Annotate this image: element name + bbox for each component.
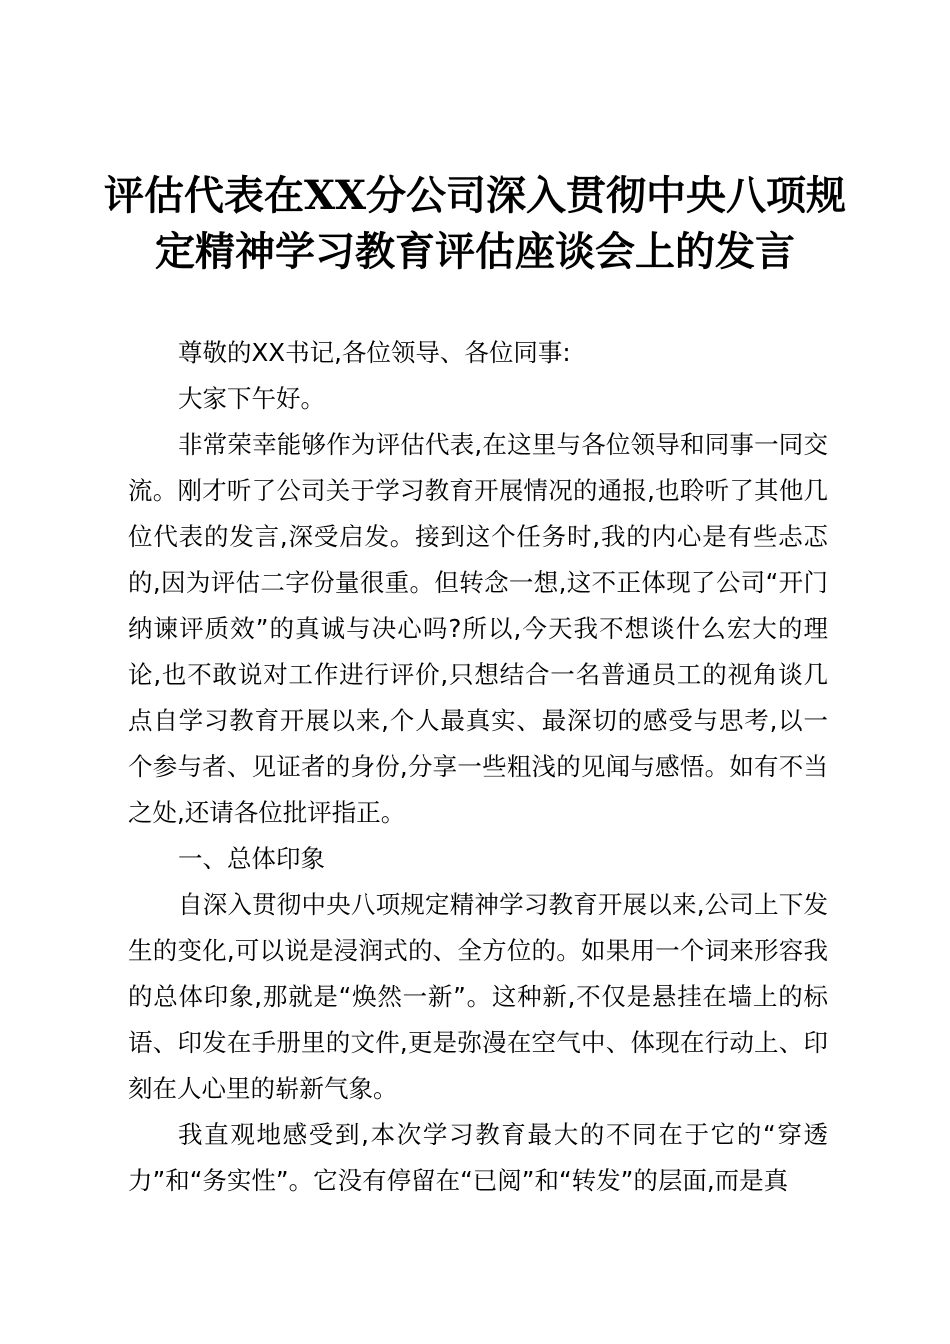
body-paragraph: 自深入贯彻中央八项规定精神学习教育开展以来,公司上下发生的变化,可以说是浸润式的、全方位的。如果用一个词来形容我的总体印象,那就是“焕然一新”。这种新,不仅是悬挂在墙上的标语、印发在手册里的文件,更是弥漫在空气中、体现在行动上、印刻在人心里的崭新气象。 bbox=[128, 890, 828, 1103]
document-body bbox=[128, 330, 828, 1204]
document-title: 评估代表在XX分公司深入贯彻中央八项规定精神学习教育评估座谈会上的发言 bbox=[103, 172, 847, 275]
intro-paragraph: 非常荣幸能够作为评估代表,在这里与各位领导和同事一同交流。刚才听了公司关于学习教育开展情况的通报,也聆听了其他几位代表的发言,深受启发。接到这个任务时,我的内心是有些忐忑的,因为评估二字份量很重。但转念一想,这不正体现了公司“开门纳谏评质效”的真诚与决心吗?所以,今天我不想谈什么宏大的理论,也不敢说对工作进行评价,只想结合一名普通员工的视角谈几点自学习教育开展以来,个人最真实、最深切的感受与思考,以一个参与者、见证者的身份,分享一些粗浅的见闻与感悟。如有不当之处,还请各位批评指正。 bbox=[128, 430, 828, 827]
section-heading: 一、总体印象 bbox=[178, 844, 325, 873]
greeting: 大家下午好。 bbox=[178, 384, 325, 413]
body-paragraph: 我直观地感受到,本次学习教育最大的不同在于它的“穿透力”和“务实性”。它没有停留在“已阅”和“转发”的层面,而是真 bbox=[128, 1120, 828, 1195]
salutation: 尊敬的XX书记,各位领导、各位同事: bbox=[178, 338, 571, 367]
